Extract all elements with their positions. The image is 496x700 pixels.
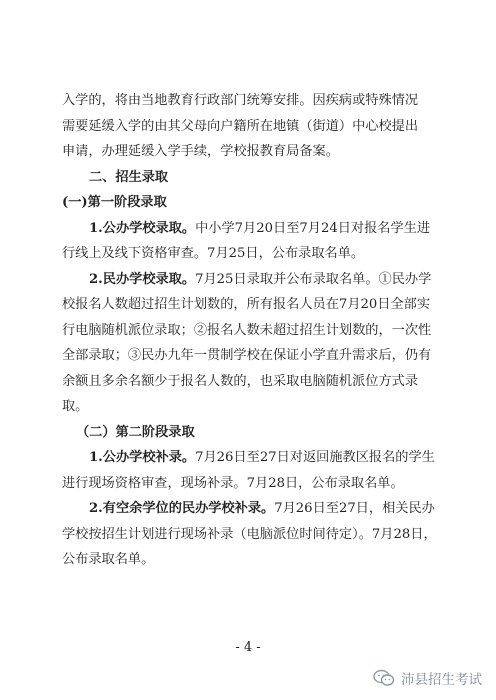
- wechat-icon: [373, 669, 395, 687]
- text-line: 入学的，将由当地教育行政部门统筹安排。因疾病或特殊情况: [62, 93, 419, 108]
- text-line: 申请，办理延缓入学手续，学校报教育局备案。: [62, 144, 339, 159]
- text-line: 需要延缓入学的由其父母向户籍所在地镇（街道）中心校提出: [62, 118, 419, 134]
- watermark: [373, 667, 482, 689]
- paragraph-lead: 1.公办学校补录。: [89, 450, 196, 465]
- document-body: [62, 88, 438, 573]
- paragraph: [62, 445, 438, 496]
- paragraph-text: 7月26日至27日对返回施教区报名的学生进行现场资格审查，现场补录。7月28日，公布录取名单。: [62, 450, 435, 491]
- paragraph-text: 中小学7月20日至7月24日对报名学生进行线上及线下资格审查。7月25日，公布录取名单。: [62, 220, 431, 261]
- page-number: - 4 -: [235, 640, 261, 655]
- subsection-heading: （二）第二阶段录取: [76, 424, 195, 440]
- paragraph-lead: 2.民办学校录取。: [89, 271, 196, 287]
- paragraph: [62, 267, 438, 420]
- paragraph-text: 7月25日录取并公布录取名单。①民办学校报名人数超过招生计划数的，所有报名人员在7月20日全部实行电脑随机派位录取；②报名人数未超过招生计划数的，一次性全部录取；③民办九年一贯制学校在保证小学直升需求后，仍有余额且多余名额少于报名人数的，也采取电脑随机派位方式录取。: [62, 271, 432, 414]
- section-heading: 二、招生录取: [89, 169, 169, 185]
- subsection-heading: (一)第一阶段录取: [62, 195, 167, 210]
- watermark-text: 沛县招生考试: [401, 672, 482, 688]
- paragraph-text: 7月26日至27日，相关民办学校按招生计划进行现场补录（电脑派位时间待定）。7月28日，公布录取名单。: [62, 501, 437, 567]
- paragraph-lead: 2.有空余学位的民办学校补录。: [89, 501, 275, 516]
- paragraph: [62, 496, 438, 573]
- paragraph-lead: 1.公办学校录取。: [89, 220, 196, 236]
- paragraph: [62, 216, 438, 267]
